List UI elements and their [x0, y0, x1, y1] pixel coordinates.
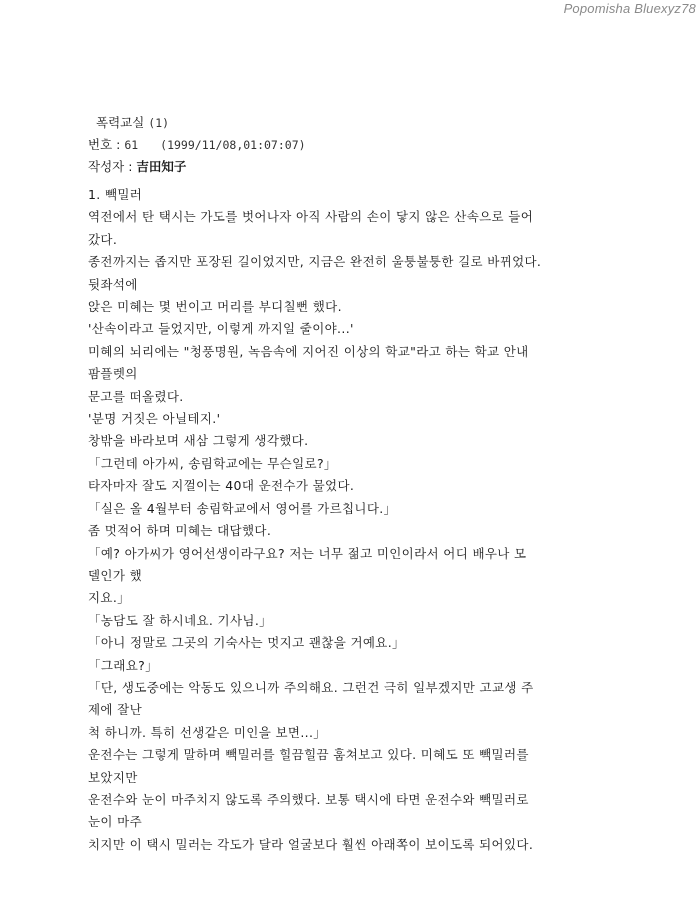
post-title-number: (1) — [148, 116, 170, 130]
watermark: Popomisha Bluexyz78 — [563, 1, 696, 16]
body-line: 「그런데 아가씨, 송림학교에는 무슨일로?」 — [88, 455, 337, 471]
body-line: 운전수와 눈이 마주치지 않도록 주의했다. 보통 택시에 타면 운전수와 빽밀러로 — [88, 791, 529, 807]
body-line: 척 하니까. 특히 선생같은 미인을 보면...」 — [88, 724, 327, 740]
section-heading: 1. 빽밀러 — [88, 187, 143, 202]
body-line: 제에 잘난 — [88, 702, 143, 718]
body-line: 타자마자 잘도 지껄이는 40대 운전수가 물었다. — [88, 478, 355, 494]
body-line: 갔다. — [88, 231, 118, 247]
body-line: '분명 거짓은 아닐테지.' — [88, 411, 221, 427]
body-line: 역전에서 탄 택시는 가도를 벗어나자 아직 사람의 손이 닿지 않은 산속으로 들어 — [88, 209, 534, 225]
body-line: 뒷좌석에 — [88, 276, 138, 292]
number-label: 번호 : — [88, 137, 121, 152]
body-line: 「예? 아가씨가 영어선생이라구요? 저는 너무 젊고 미인이라서 어디 배우나 모 — [88, 545, 527, 561]
body-line: 팜플렛의 — [88, 366, 138, 382]
post-title — [88, 112, 648, 134]
body-line: 지요.」 — [88, 590, 131, 606]
number-value: 61 — [124, 138, 139, 152]
author-name: 吉田知子 — [136, 159, 187, 174]
post-number-row — [88, 134, 648, 156]
body-line: 「농담도 잘 하시네요. 기사님.」 — [88, 612, 272, 628]
body-line: 치지만 이 택시 밀러는 각도가 달라 얼굴보다 훨씬 아래쪽이 보이도록 되어있다. — [88, 836, 534, 852]
body-line: 종전까지는 좁지만 포장된 길이었지만, 지금은 완전히 울퉁불퉁한 길로 바뀌었다. — [88, 254, 542, 270]
body-line: 창밖을 바라보며 새삼 그렇게 생각했다. — [88, 433, 309, 449]
body-line: 「아니 정말로 그곳의 기숙사는 멋지고 괜찮을 거예요.」 — [88, 635, 405, 651]
post-title-text: 폭력교실 — [96, 115, 145, 130]
post-header — [88, 112, 648, 178]
body-line: 문고를 떠올렸다. — [88, 388, 184, 404]
body-line: 델인가 했 — [88, 567, 143, 583]
body-line: 「그래요?」 — [88, 657, 158, 673]
body-line: 눈이 마주 — [88, 814, 143, 830]
body-line: 「실은 올 4월부터 송림학교에서 영어를 가르칩니다.」 — [88, 500, 397, 516]
author-label: 작성자 : — [88, 159, 133, 174]
body-line: '산속이라고 들었지만, 이렇게 까지일 줄이야...' — [88, 321, 354, 337]
body-line: 좀 멋적어 하며 미혜는 대답했다. — [88, 523, 272, 539]
body-line: 「단, 생도중에는 악동도 있으니까 주의해요. 그런건 극히 일부겠지만 고교생 주 — [88, 679, 534, 695]
body-line: 앉은 미혜는 몇 번이고 머리를 부디칠뻔 했다. — [88, 299, 342, 315]
author-row — [88, 156, 648, 178]
body-line: 운전수는 그렇게 말하며 빽밀러를 힐끔힐끔 훔쳐보고 있다. 미혜도 또 빽밀러를 — [88, 747, 529, 763]
post-timestamp: (1999/11/08,01:07:07) — [160, 138, 306, 152]
body-line: 미혜의 뇌리에는 "청풍명원, 녹음속에 지어진 이상의 학교"라고 하는 학교 안내 — [88, 343, 529, 359]
body-line: 보았지만 — [88, 769, 138, 785]
post-body — [88, 184, 644, 856]
